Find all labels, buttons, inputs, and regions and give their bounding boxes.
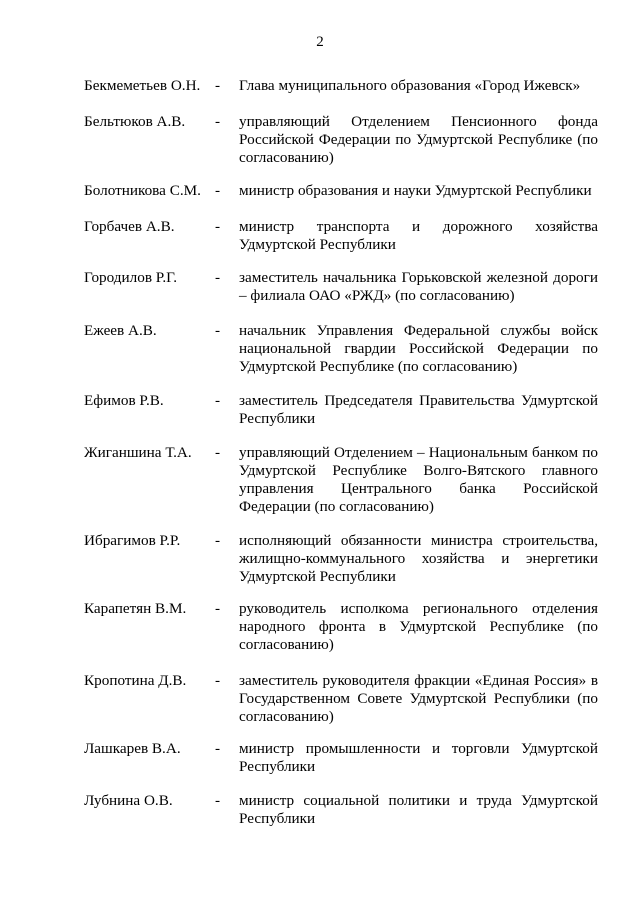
member-name: Бельтюков А.В.	[84, 113, 186, 130]
member-name: Городилов Р.Г.	[84, 269, 177, 286]
member-name: Жиганшина Т.А.	[84, 444, 192, 461]
member-name: Болотникова С.М.	[84, 182, 201, 199]
member-role: Глава муниципального образования «Город Ижевск»	[239, 77, 581, 94]
dash-separator: -	[215, 77, 221, 94]
dash-separator: -	[215, 740, 221, 757]
member-name: Кропотина Д.В.	[84, 672, 187, 689]
member-name: Ибрагимов Р.Р.	[84, 532, 181, 549]
page-number: 2	[316, 34, 324, 50]
dash-separator: -	[215, 182, 221, 199]
member-name: Лашкарев В.А.	[84, 740, 181, 757]
dash-separator: -	[215, 672, 221, 689]
dash-separator: -	[215, 113, 221, 130]
dash-separator: -	[215, 444, 221, 461]
dash-separator: -	[215, 792, 221, 809]
member-name: Бекмеметьев О.Н.	[84, 77, 201, 94]
dash-separator: -	[215, 322, 221, 339]
member-name: Ежеев А.В.	[84, 322, 157, 339]
member-role: руководитель исполкома регионального отделения народного фронта в Удмуртской Республике (по согласованию)	[239, 600, 598, 653]
dash-separator: -	[215, 392, 221, 409]
dash-separator: -	[215, 532, 221, 549]
member-role: министр образования и науки Удмуртской Республики	[239, 182, 592, 199]
dash-separator: -	[215, 600, 221, 617]
dash-separator: -	[215, 218, 221, 235]
member-role: заместитель Председателя Правительства Удмуртской Республики	[239, 392, 598, 427]
member-role: управляющий Отделением Пенсионного фонда Российской Федерации по Удмуртской Республике (по согласованию)	[239, 113, 598, 166]
member-name: Горбачев А.В.	[84, 218, 175, 235]
member-role: заместитель руководителя фракции «Единая Россия» в Государственном Совете Удмуртской Республики (по согласованию)	[239, 672, 598, 725]
member-role: министр социальной политики и труда Удмуртской Республики	[239, 792, 598, 827]
member-role: министр промышленности и торговли Удмуртской Республики	[239, 740, 598, 775]
member-role: начальник Управления Федеральной службы войск национальной гвардии Российской Федерации по Удмуртской Республике (по согласованию)	[239, 322, 598, 375]
member-name: Карапетян В.М.	[84, 600, 187, 617]
member-role: министр транспорта и дорожного хозяйства Удмуртской Республики	[239, 218, 598, 253]
member-name: Ефимов Р.В.	[84, 392, 164, 409]
dash-separator: -	[215, 269, 221, 286]
member-role: исполняющий обязанности министра строительства, жилищно-коммунального хозяйства и энергетики Удмуртской Республики	[239, 532, 598, 585]
member-name: Лубнина О.В.	[84, 792, 173, 809]
member-role: заместитель начальника Горьковской железной дороги – филиала ОАО «РЖД» (по согласованию)	[239, 269, 598, 304]
member-role: управляющий Отделением – Национальным банком по Удмуртской Республике Волго-Вятского главного управления Центрального банка Российской Федерации (по согласованию)	[239, 444, 598, 515]
